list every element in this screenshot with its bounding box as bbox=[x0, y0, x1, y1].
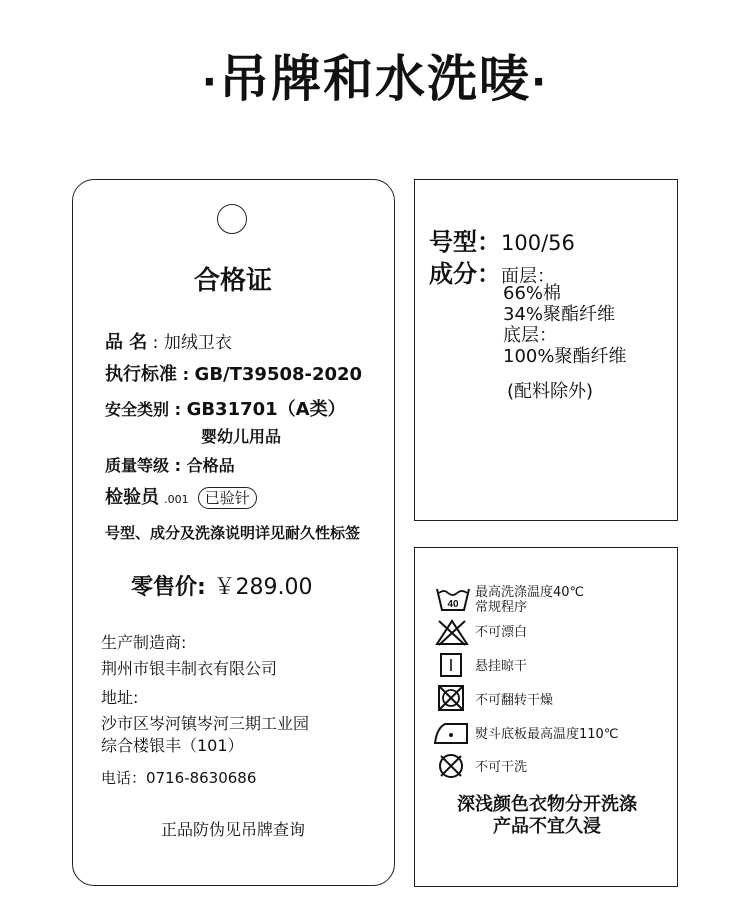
inspector-code: .001 bbox=[164, 493, 189, 506]
safety-row: 安全类别 : GB31701（A类） bbox=[105, 399, 346, 420]
notice-text: 号型、成分及洗涤说明详见耐久性标签 bbox=[105, 524, 361, 542]
inner-label: 底层： bbox=[503, 325, 557, 346]
composition-note: (配料除外) bbox=[507, 381, 594, 402]
standard-label: 执行标准 bbox=[105, 364, 177, 385]
outer-value-1: 66%棉 bbox=[503, 283, 562, 304]
title-dot-left: · bbox=[201, 59, 219, 106]
care-item-iron-text: 熨斗底板最高温度110℃ bbox=[475, 727, 619, 742]
grade-value: 合格品 bbox=[186, 456, 235, 475]
wash-40-mark: 40 bbox=[447, 599, 459, 610]
tag-heading: 合格证 bbox=[193, 266, 272, 296]
composition-title: 成分： bbox=[429, 260, 501, 288]
care-item-wash-text1: 最高洗涤温度40℃ bbox=[475, 585, 585, 600]
outer-value-2: 34%聚酯纤维 bbox=[503, 304, 616, 325]
price-value: ￥289.00 bbox=[213, 575, 313, 600]
hang-tag bbox=[72, 179, 395, 886]
safety-label: 安全类别 bbox=[105, 400, 170, 419]
price-label: 零售价: bbox=[131, 575, 206, 600]
grade-row: 质量等级 : 合格品 bbox=[105, 456, 235, 475]
address-line2: 综合楼银丰（101） bbox=[101, 736, 244, 755]
product-name-label: 品 名 bbox=[105, 332, 148, 353]
wash-40-icon bbox=[435, 586, 471, 612]
care-warning-line1: 深浅颜色衣物分开洗涤 bbox=[457, 794, 637, 815]
standard-row: 执行标准 : GB/T39508-2020 bbox=[105, 364, 363, 385]
composition-label bbox=[414, 179, 678, 521]
outer-label: 面层： bbox=[501, 266, 555, 287]
safety-note: 婴幼儿用品 bbox=[201, 427, 282, 446]
grade-label: 质量等级 bbox=[105, 456, 170, 475]
inspector-label: 检验员 bbox=[105, 487, 159, 508]
title-dot-right: · bbox=[531, 59, 549, 106]
iron-110-icon bbox=[433, 720, 469, 746]
inspector-stamp: 已验针 bbox=[198, 487, 257, 509]
no-dry-clean-icon bbox=[437, 752, 465, 780]
price-row bbox=[131, 570, 312, 601]
product-name-row: 品 名 : 加绒卫衣 bbox=[105, 332, 232, 353]
size-label: 号型： bbox=[429, 228, 501, 256]
footer-text: 正品防伪见吊牌查询 bbox=[160, 820, 305, 839]
safety-value: GB31701（A类） bbox=[186, 399, 346, 420]
care-item-dry-text: 悬挂晾干 bbox=[475, 659, 528, 674]
no-bleach-icon bbox=[435, 618, 469, 646]
address-line1: 沙市区岑河镇岑河三期工业园 bbox=[101, 714, 310, 733]
maker-label: 生产制造商: bbox=[101, 633, 187, 652]
inner-value-1: 100%聚酯纤维 bbox=[503, 346, 627, 367]
page-title bbox=[0, 44, 750, 118]
phone-text: 电话：0716-8630686 bbox=[101, 769, 257, 787]
size-value: 100/56 bbox=[501, 231, 575, 255]
no-tumble-dry-icon bbox=[437, 684, 465, 712]
inspector-row bbox=[105, 483, 257, 509]
tag-hole-icon bbox=[217, 204, 247, 234]
care-item-bleach-text: 不可漂白 bbox=[475, 625, 528, 640]
care-label bbox=[414, 547, 678, 887]
address-label: 地址: bbox=[101, 688, 139, 707]
line-dry-icon bbox=[439, 652, 463, 678]
title-text: 吊牌和水洗唛 bbox=[219, 50, 531, 108]
care-item-wash-text2: 常规程序 bbox=[475, 600, 528, 615]
care-item-dryclean-text: 不可干洗 bbox=[475, 760, 528, 775]
maker-value: 荆州市银丰制衣有限公司 bbox=[101, 659, 278, 678]
standard-value: GB/T39508-2020 bbox=[194, 364, 363, 385]
size-row bbox=[429, 222, 575, 257]
product-name-value: 加绒卫衣 bbox=[163, 333, 232, 353]
care-warning-line2: 产品不宜久浸 bbox=[493, 816, 601, 837]
care-item-tumble-text: 不可翻转干燥 bbox=[475, 693, 554, 708]
